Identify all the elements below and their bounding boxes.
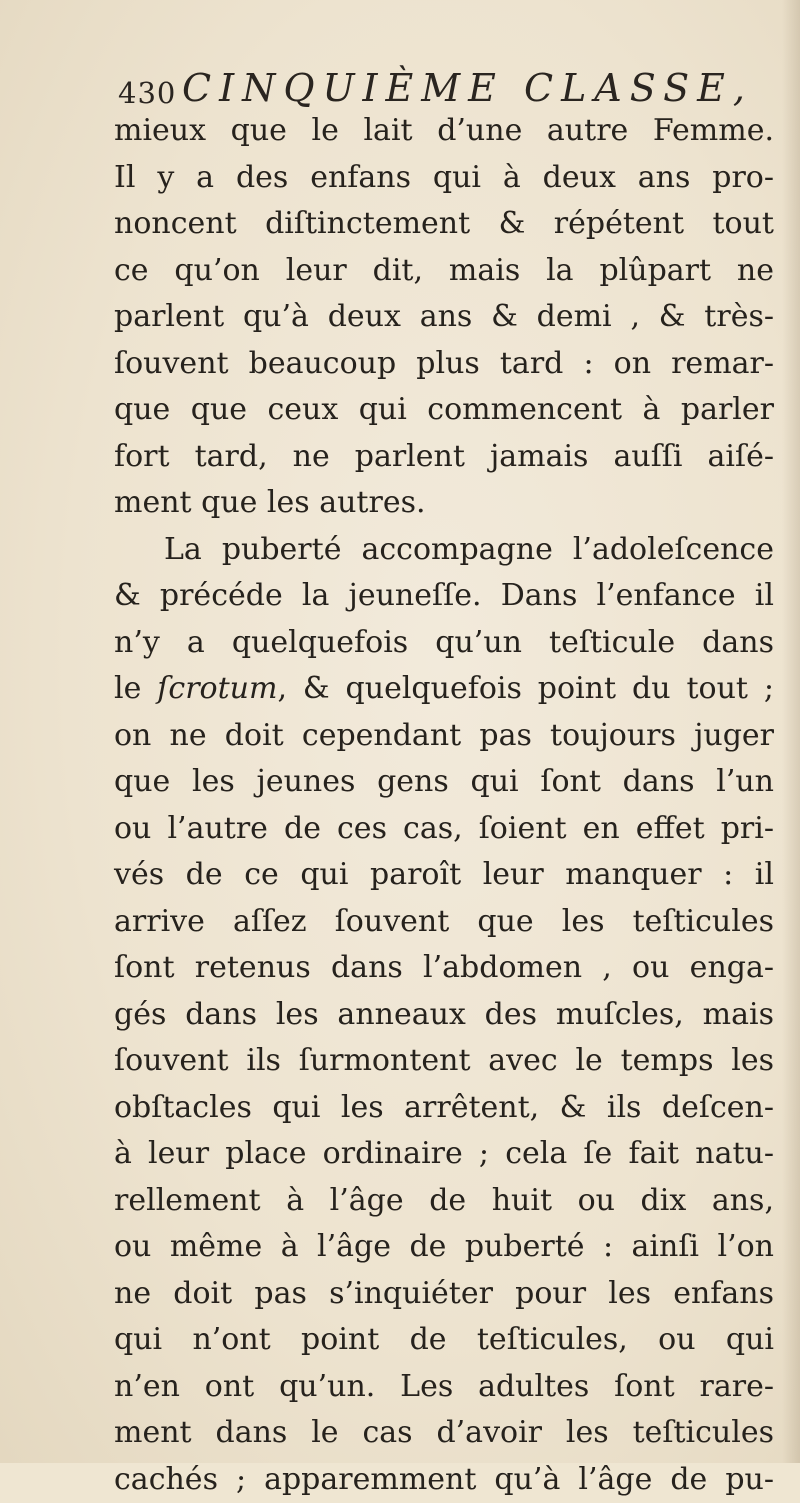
text-line: à leur place ordinaire ; cela ſe fait natu- — [114, 1131, 774, 1178]
text-line: n’y a quelquefois qu’un teſticule dans — [114, 620, 774, 667]
text-line: fort tard, ne parlent jamais auſſi aiſé- — [114, 434, 774, 481]
text-line: noncent diſtinctement & répétent tout — [114, 201, 774, 248]
text-line: cachés ; apparemment qu’à l’âge de pu- — [114, 1457, 774, 1503]
text-line: La puberté accompagne l’adoleſcence — [114, 527, 774, 574]
text-line-with-italic — [114, 666, 774, 713]
paragraph-2 — [114, 527, 774, 1503]
text-line: rellement à l’âge de huit ou dix ans, — [114, 1178, 774, 1225]
text-line: ou même à l’âge de puberté : ainſi l’on — [114, 1224, 774, 1271]
text-line: gés dans les anneaux des muſcles, mais — [114, 992, 774, 1039]
paragraph-1 — [114, 108, 774, 527]
text-line: vés de ce qui paroît leur manquer : il — [114, 852, 774, 899]
text-line: on ne doit cependant pas toujours juger — [114, 713, 774, 760]
italic-term: ſcrotum — [157, 671, 277, 706]
text-line: ce qu’on leur dit, mais la plûpart ne — [114, 248, 774, 295]
text-line: que que ceux qui commencent à parler — [114, 387, 774, 434]
text-line: parlent qu’à deux ans & demi , & très- — [114, 294, 774, 341]
text-line: qui n’ont point de teſticules, ou qui — [114, 1317, 774, 1364]
body-text — [114, 108, 774, 1503]
text-line: ſouvent beaucoup plus tard : on remar- — [114, 341, 774, 388]
text-line: mieux que le lait d’une autre Femme. — [114, 108, 774, 155]
text-line: arrive aſſez ſouvent que les teſticules — [114, 899, 774, 946]
text-line: ment dans le cas d’avoir les teſticules — [114, 1410, 774, 1457]
text-line: que les jeunes gens qui ſont dans l’un — [114, 759, 774, 806]
text-line: & précéde la jeuneſſe. Dans l’enfance il — [114, 573, 774, 620]
text-line: ſouvent ils ſurmontent avec le temps les — [114, 1038, 774, 1085]
text-fragment: le — [114, 671, 157, 706]
text-line: ou l’autre de ces cas, ſoient en effet pri- — [114, 806, 774, 853]
text-line: ment que les autres. — [114, 480, 774, 527]
text-fragment: , & quelquefois point du tout ; — [277, 671, 774, 706]
text-line: n’en ont qu’un. Les adultes ſont rare- — [114, 1364, 774, 1411]
running-head: CINQUIÈME CLASSE, — [182, 66, 753, 110]
text-line: Il y a des enfans qui à deux ans pro- — [114, 155, 774, 202]
text-line: ne doit pas s’inquiéter pour les enfans — [114, 1271, 774, 1318]
text-line: obſtacles qui les arrêtent, & ils deſcen- — [114, 1085, 774, 1132]
text-line: ſont retenus dans l’abdomen , ou enga- — [114, 945, 774, 992]
page-number: 430 — [118, 76, 176, 110]
page-edge-shadow — [782, 0, 800, 1463]
